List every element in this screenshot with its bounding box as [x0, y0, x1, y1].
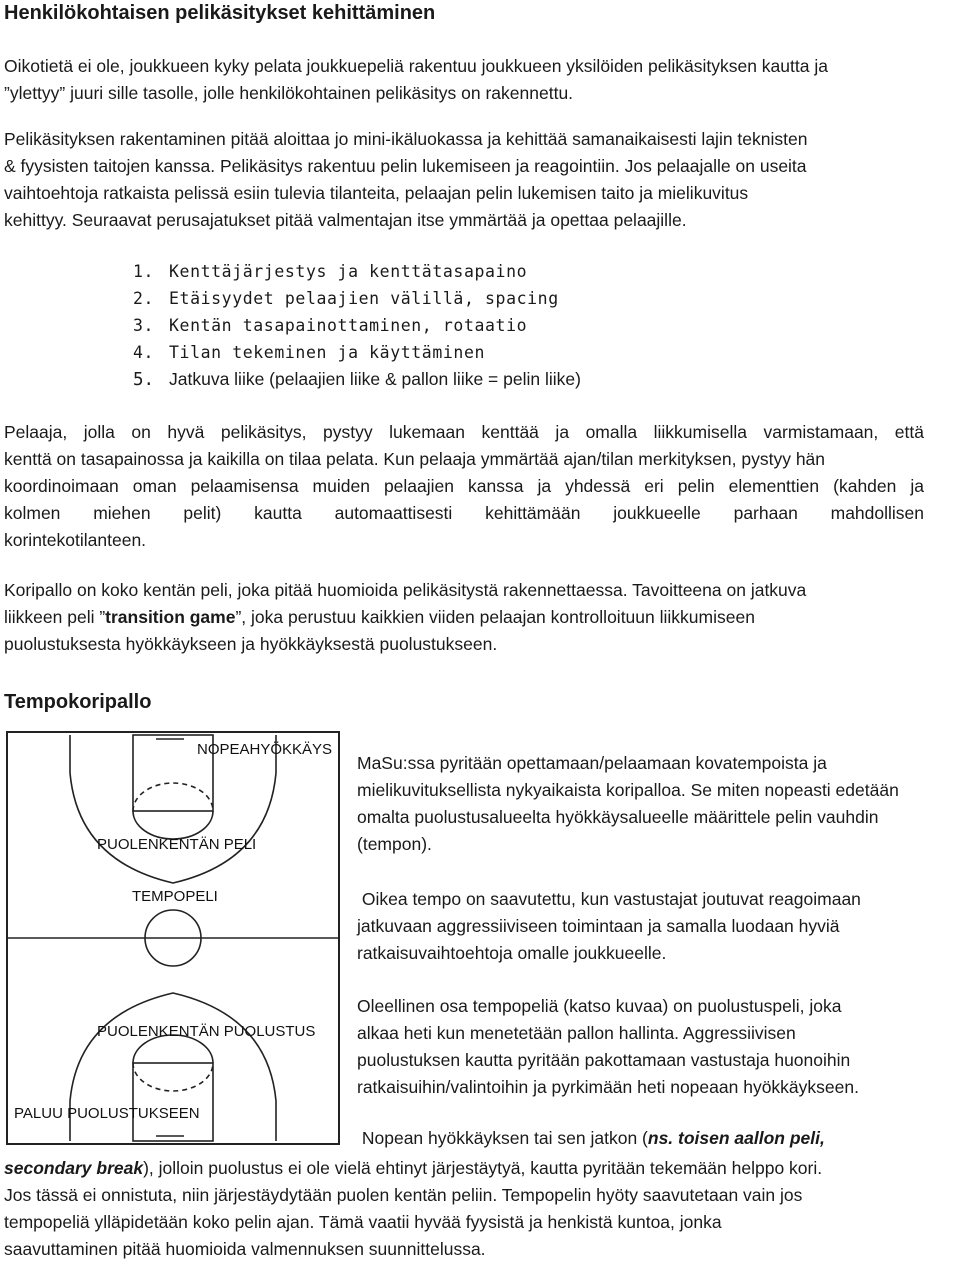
ft-circle-top-dashed	[133, 783, 213, 811]
list-item: 1. Kenttäjärjestys ja kenttätasapaino	[133, 262, 528, 281]
section-title: Tempokoripallo	[4, 691, 152, 713]
text-line: mielikuvituksellista nykyaikaista koripalloa. Se miten nopeasti edetään	[357, 780, 899, 800]
text-line: ratkaisuihin/valintoihin ja pyrkimään heti nopeaan hyökkäykseen.	[357, 1077, 859, 1097]
text-line: liikkeen peli ”transition game”, joka perustuu kaikkien viiden pelaajan kontrolloituun liikkumiseen	[4, 607, 755, 627]
text-line: kolmen miehen pelit) kautta automaattisesti kehittämään joukkueelle parhaan mahdollisen	[4, 503, 924, 523]
text-line: Jos tässä ei onnistuta, niin järjestäydytään puolen kentän peliin. Tempopelin hyöty saavutetaan vain jos	[4, 1185, 803, 1205]
text-line: ”ylettyy” juuri sille tasolle, jolle henkilökohtainen pelikäsitys on rakennettu.	[4, 83, 574, 103]
text-line: Pelikäsityksen rakentaminen pitää aloittaa jo mini-ikäluokassa ja kehittää samanaikaisesti lajin teknisten	[4, 129, 808, 149]
text-line: Pelaaja, jolla on hyvä pelikäsitys, pystyy lukemaan kenttää ja omalla liikkumisella varmistamaan, että	[4, 422, 924, 442]
full-court-paragraph	[4, 577, 924, 658]
half-court-defense-label: PUOLENKENTÄN PUOLUSTUS	[97, 1023, 316, 1040]
tempo-paragraph-1	[357, 750, 960, 858]
ft-circle-bottom-dashed	[133, 1063, 213, 1091]
text-line: jatkuvaan aggressiiviseen toimintaan ja samalla luodaan hyviä	[357, 916, 840, 936]
text-line: Nopean hyökkäyksen tai sen jatkon (ns. toisen aallon peli,	[357, 1128, 825, 1148]
text-line: Oleellinen osa tempopeliä (katso kuvaa) on puolustuspeli, joka	[357, 996, 842, 1016]
list-item: 3. Kentän tasapainottaminen, rotaatio	[133, 316, 528, 335]
text-line: alkaa heti kun menetetään pallon hallinta. Aggressiivisen	[357, 1023, 796, 1043]
text-line: omalta puolustusalueelta hyökkäysalueelle määrittele pelin vauhdin	[357, 807, 879, 827]
court-drawing	[8, 733, 338, 1143]
secondary-break-paragraph	[4, 1155, 954, 1263]
text-line: tempopeliä ylläpidetään koko pelin ajan. Tämä vaatii hyvää fyysistä ja henkistä kuntoa, jonka	[4, 1212, 722, 1232]
tempo-game-label: TEMPOPELI	[132, 888, 218, 905]
text-line: kenttä on tasapainossa ja kaikilla on tilaa pelata. Kun pelaaja ymmärtää ajan/tilan merkityksen, pystyy hän	[4, 449, 826, 469]
text-line: puolustuksesta hyökkäykseen ja hyökkäyksestä puolustukseen.	[4, 634, 498, 654]
list-item: 4. Tilan tekeminen ja käyttäminen	[133, 343, 486, 362]
text-line: & fyysisten taitojen kanssa. Pelikäsitys rakentuu pelin lukemiseen ja reagointiin. Jos pelaajalle on useita	[4, 156, 807, 176]
principles-list	[133, 258, 581, 394]
tempo-paragraph-3	[357, 993, 960, 1101]
text-line: secondary break), jolloin puolustus ei ole vielä ehtinyt järjestäytyä, kautta pyritään tekemään helppo kori.	[4, 1158, 823, 1178]
text-line: koordinoimaan oman pelaamisensa muiden pelaajien kanssa ja yhdessä eri pelin elementtien (kahden ja	[4, 476, 924, 496]
text-line: Oikotietä ei ole, joukkueen kyky pelata joukkuepeliä rakentuu joukkueen yksilöiden pelikäsityksen kautta ja	[4, 56, 828, 76]
text-line: (tempon).	[357, 834, 432, 854]
return-defense-label: PALUU PUOLUSTUKSEEN	[14, 1105, 200, 1122]
text-line: ratkaisuvaihtoehtoja omalle joukkueelle.	[357, 943, 667, 963]
text-line: MaSu:ssa pyritään opettamaan/pelaamaan kovatempoista ja	[357, 753, 827, 773]
fast-break-label: NOPEAHYÖKKÄYS	[197, 741, 333, 758]
pelikasitys-paragraph	[4, 126, 924, 234]
text-line: kehittyy. Seuraavat perusajatukset pitää valmentajan itse ymmärtää ja opettaa pelaajille.	[4, 210, 687, 230]
half-court-game-label: PUOLENKENTÄN PELI	[97, 836, 257, 853]
list-item: 5. Jatkuva liike (pelaajien liike & pallon liike = pelin liike)	[133, 369, 581, 390]
list-item: 2. Etäisyydet pelaajien välillä, spacing	[133, 289, 559, 308]
game-sense-paragraph	[4, 419, 924, 554]
ft-circle-top-solid	[133, 811, 213, 839]
court-diagram	[6, 731, 340, 1145]
tempo-paragraph-2	[357, 886, 960, 967]
secondary-break-line-1	[357, 1125, 960, 1152]
document-title: Henkilökohtaisen pelikäsitykset kehittäminen	[4, 2, 436, 24]
intro-paragraph	[4, 53, 924, 107]
text-line: vaihtoehtoja ratkaista pelissä esiin tulevia tilanteita, pelaajan pelin lukemisen taito ja mielikuvitus	[4, 183, 749, 203]
text-line: saavuttaminen pitää huomioida valmennuksen suunnittelussa.	[4, 1239, 486, 1259]
text-line: korintekotilanteen.	[4, 530, 147, 550]
text-line: Koripallo on koko kentän peli, joka pitää huomioida pelikäsitystä rakennettaessa. Tavoitteena on jatkuva	[4, 580, 807, 600]
key-bottom	[133, 1063, 213, 1141]
text-line: Oikea tempo on saavutettu, kun vastustajat joutuvat reagoimaan	[357, 889, 861, 909]
text-line: puolustuksen kautta pyritään pakottamaan vastustaja huonoihin	[357, 1050, 851, 1070]
